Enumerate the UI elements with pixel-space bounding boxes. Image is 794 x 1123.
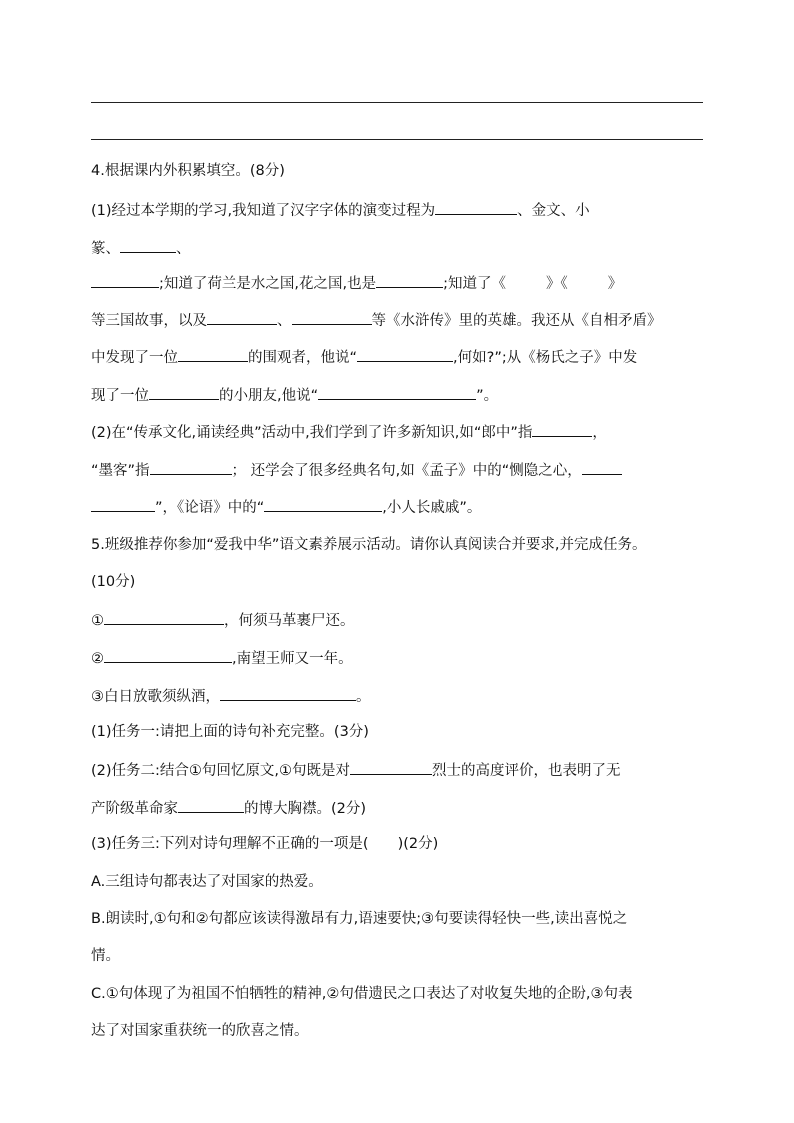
q5-task1 [91,722,369,742]
answer-rule-2 [91,139,703,140]
q5-poem1 [91,609,355,631]
option-b-line2[interactable] [91,946,120,966]
q4-p1-line4 [91,309,662,331]
q4-p2-line1 [91,421,607,443]
poem2-tail: ,南望王师又一年。 [232,651,353,667]
q5-task2-line2 [91,797,366,819]
option-b-text-2: 情。 [91,948,120,964]
blank-mencius-1[interactable] [582,459,622,475]
q4-p1-book-end: 》 [607,276,623,292]
option-b-line1[interactable] [91,909,627,929]
poem1-tail: ，何须马革裹尸还。 [224,613,355,629]
q4-p2-line3 [91,496,481,518]
q5-heading-text: 5.班级推荐你参加“爱我中华”语文素养展示活动。请你认真阅读合并要求,并完成任务。 [91,537,647,553]
blank-script-later[interactable] [120,237,176,253]
q4-p2-comma: ， [592,425,607,441]
task2-c: 产阶级革命家 [91,801,178,817]
q4-p1-weiguan: 的围观者，他说“ [248,350,358,366]
blank-holland[interactable] [376,272,443,288]
option-a-text: A.三组诗句都表达了对国家的热爱。 [91,874,323,890]
blank-onlooker-quote[interactable] [357,346,453,362]
poem3-tail: 。 [356,689,371,705]
poem3-head: ③白日放歌须纵酒， [91,689,220,705]
q5-task3 [91,834,438,854]
q5-score-text: (10分) [91,574,136,590]
task2-d: 的博大胸襟。(2分) [244,801,367,817]
blank-martyr[interactable] [350,759,432,775]
q4-p1-heru: ,何如?”;从《杨氏之子》中发 [453,350,638,366]
q4-heading [91,161,285,181]
q4-p1-shuihu: 等《水浒传》里的英雄。我还从《自相矛盾》 [371,313,662,329]
q4-p2-xiaoren: ,小人长戚戚”。 [382,500,482,516]
q4-p1-line2 [91,237,191,259]
q4-p1-zhidao: ;知道了《 [443,276,506,292]
poem2-num: ② [91,651,104,667]
blank-onlooker[interactable] [178,346,248,362]
blank-script-last[interactable] [91,272,159,288]
q4-p2-mingju: ； 还学会了很多经典名句,如《孟子》中的“恻隐之心， [231,463,582,479]
q4-p1-line6 [91,384,498,406]
q4-p2-lunyu: ”，《论语》中的“ [155,500,265,516]
q4-p1-book-mid: 》《 [546,276,568,292]
blank-script-origin[interactable] [435,199,517,215]
option-c-line1[interactable] [91,984,632,1004]
q4-p1-end-quote: ”。 [476,388,499,404]
q4-p2-line2 [91,459,622,481]
blank-child[interactable] [149,384,219,400]
q4-p1-xian: 现了一位 [91,388,149,404]
blank-hero-1[interactable] [207,309,277,325]
task2-a: (2)任务二:结合①句回忆原文,①句既是对 [91,763,351,779]
option-c-text-1: C.①句体现了为祖国不怕牺牲的精神,②句借遗民之口表达了对收复失地的企盼,③句表 [91,986,633,1002]
q5-task2-line1 [91,759,621,781]
q4-p1-zhong: 中发现了一位 [91,350,178,366]
q4-p1-line3 [91,272,622,294]
q5-score [91,572,135,592]
blank-moke[interactable] [150,459,232,475]
option-b-text-1: B.朗读时,①句和②句都应该读得激昂有力,语速要快;③句要读得轻快一些,读出喜悦之 [91,911,628,927]
blank-revolutionary[interactable] [178,797,244,813]
q4-p2-moke: “墨客”指 [91,463,150,479]
blank-analects[interactable] [264,496,382,512]
option-c-line2[interactable] [91,1021,309,1041]
blank-hero-2[interactable] [292,309,372,325]
blank-child-quote[interactable] [318,384,476,400]
q4-p2-intro: (2)在“传承文化,诵读经典”活动中,我们学到了许多新知识,如“郎中”指 [91,425,533,441]
q4-p1-xiaozhuan: 篆、 [91,241,120,257]
blank-poem1[interactable] [104,609,224,625]
q5-heading [91,535,646,555]
q4-p1-dun: 、 [176,241,191,257]
blank-poem2[interactable] [104,647,232,663]
task1-text: (1)任务一:请把上面的诗句补充完整。(3分) [91,724,369,740]
q4-p1-dun2: 、 [277,313,292,329]
q5-poem2 [91,647,353,669]
poem1-num: ① [91,613,104,629]
blank-mencius-2[interactable] [91,496,155,512]
blank-langzhong[interactable] [532,421,592,437]
option-c-text-2: 达了对国家重获统一的欣喜之情。 [91,1023,309,1039]
q4-heading-text: 4.根据课内外积累填空。(8分) [91,163,285,179]
q4-p1-sanguo: 等三国故事，以及 [91,313,207,329]
q4-p1-intro: (1)经过本学期的学习,我知道了汉字字体的演变过程为 [91,203,436,219]
q4-p1-jinwen: 、金文、小 [517,203,590,219]
task3-text: (3)任务三:下列对诗句理解不正确的一项是( )(2分) [91,836,439,852]
q4-p1-line1 [91,199,590,221]
task2-b: 烈士的高度评价，也表明了无 [432,763,621,779]
answer-rule-1 [91,102,703,103]
option-a[interactable] [91,872,323,892]
q5-poem3 [91,685,371,707]
blank-poem3[interactable] [220,685,356,701]
q4-p1-xiaopengyou: 的小朋友,他说“ [219,388,319,404]
q4-p1-helan: ;知道了荷兰是水之国,花之国,也是 [159,276,377,292]
q4-p1-line5 [91,346,637,368]
